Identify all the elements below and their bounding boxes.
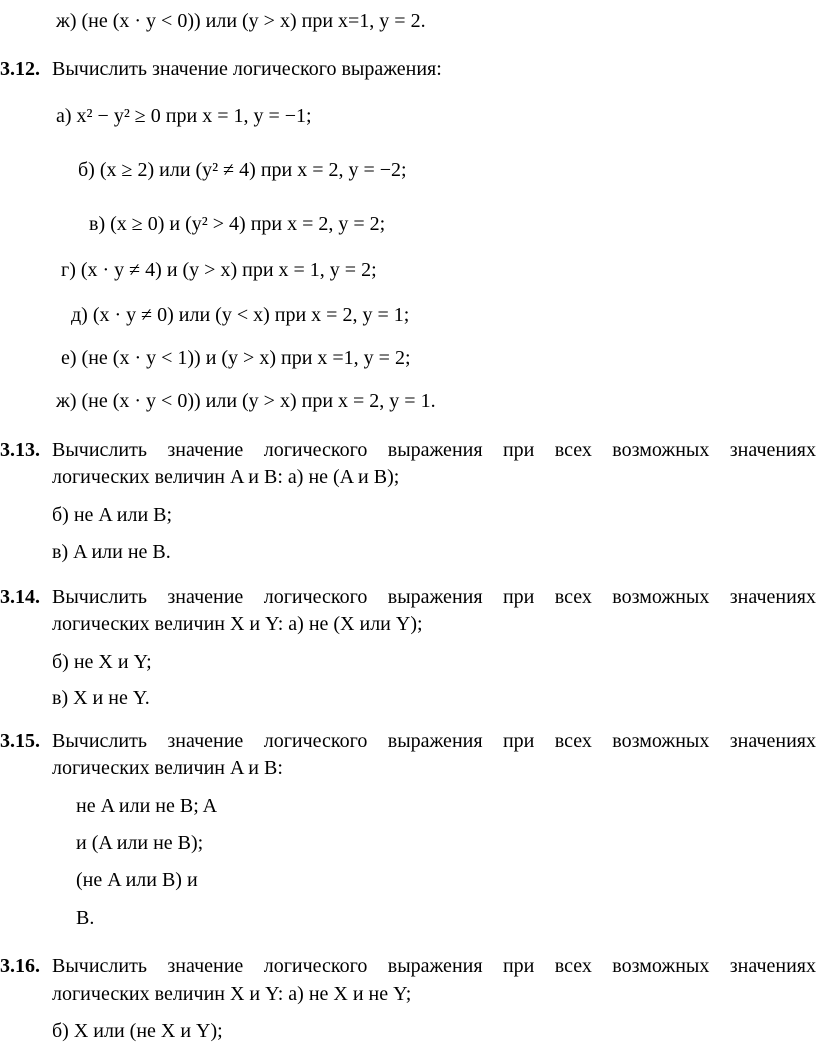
problem-number: 3.12. [0, 58, 40, 80]
problem-number: 3.14. [0, 586, 40, 608]
problem-statement: логических величин X и Y: а) не X и не Y; [52, 983, 412, 1005]
text-line: ж) (не (x · y < 0)) или (y > x) при x=1, y = 2. [56, 10, 426, 32]
task-item: в) A или не B. [52, 541, 171, 563]
problem-statement: Вычислить значение логического выражения при всех возможных значениях [52, 730, 816, 752]
task-item: ж) (не (x · y < 0)) или (y > x) при x = 2, y = 1. [56, 390, 436, 412]
task-item: б) не X и Y; [52, 651, 152, 673]
task-item: б) (x ≥ 2) или (y² ≠ 4) при x = 2, y = −2; [78, 159, 407, 181]
problem-statement: Вычислить значение логического выражения при всех возможных значениях [52, 439, 816, 461]
task-item: и (A или не B); [76, 832, 204, 854]
task-item: в) X и не Y. [52, 687, 150, 709]
problem-number: 3.15. [0, 730, 40, 752]
task-item: г) (x · y ≠ 4) и (y > x) при x = 1, y = 2; [61, 259, 377, 281]
problem-statement: логических величин A и B: а) не (A и B); [52, 466, 400, 488]
task-item: не A или не B; A [76, 795, 218, 817]
problem-statement: логических величин X и Y: а) не (X или Y); [52, 613, 423, 635]
task-item: д) (x · y ≠ 0) или (y < x) при x = 2, y = 1; [71, 304, 410, 326]
problem-number: 3.13. [0, 439, 40, 461]
problem-statement: Вычислить значение логического выражения при всех возможных значениях [52, 955, 816, 977]
task-item: б) не A или B; [52, 504, 173, 526]
problem-statement: логических величин A и B: [52, 757, 283, 779]
task-item: б) X или (не X и Y); [52, 1020, 223, 1042]
task-item: е) (не (x · y < 1)) и (y > x) при x =1, y = 2; [61, 347, 411, 369]
task-item: в) (x ≥ 0) и (y² > 4) при x = 2, y = 2; [89, 213, 386, 235]
task-item: (не A или B) и [76, 869, 198, 891]
task-item: B. [76, 907, 95, 929]
problem-statement: Вычислить значение логического выражения: [52, 58, 442, 80]
problem-statement: Вычислить значение логического выражения при всех возможных значениях [52, 586, 816, 608]
task-item: а) x² − y² ≥ 0 при x = 1, y = −1; [56, 105, 312, 127]
problem-number: 3.16. [0, 955, 40, 977]
